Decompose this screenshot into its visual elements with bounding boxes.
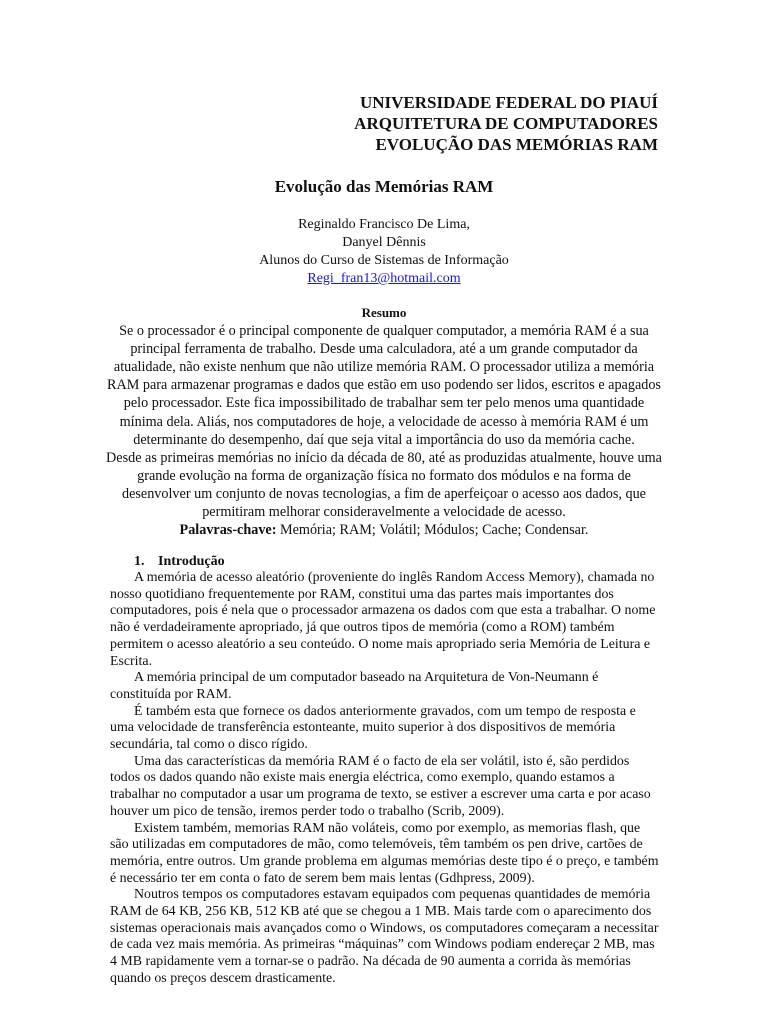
section-number: 1. — [134, 554, 145, 569]
author-block — [0, 216, 768, 288]
section-title: Introdução — [158, 554, 225, 569]
topic-name: EVOLUÇÃO DAS MEMÓRIAS RAM — [375, 135, 658, 154]
abstract-heading: Resumo — [361, 305, 407, 320]
body-paragraph: É também esta que fornece os dados anteriormente gravados, com um tempo de resposta e uma velocidade de transferência estonteante, muito superior à dos dispositivos de memória secundária, tal como o disco rígido. — [110, 703, 636, 753]
course-name: ARQUITETURA DE COMPUTADORES — [354, 114, 658, 133]
section-body — [110, 570, 662, 988]
paper-title: Evolução das Memórias RAM — [274, 177, 494, 196]
keywords-line — [106, 521, 662, 539]
keywords-list: Memória; RAM; Volátil; Módulos; Cache; Condensar. — [276, 522, 589, 539]
email-link[interactable]: Regi_fran13@hotmail.com — [307, 271, 461, 286]
body-paragraph: A memória principal de um computador baseado na Arquitetura de Von-Neumann é constituída por RAM. — [110, 670, 599, 702]
body-paragraph: Existem também, memorias RAM não voláteis, como por exemplo, as memorias flash, que são utilizadas em computadores de mão, como telemóveis, têm também os pen drive, cartões de memória, entre outros. Um grande problema em algumas memórias deste tipo é o preço, e também é necessário ter em conta o fato de serem bem mais lentas (Gdhpress, 2009). — [110, 820, 659, 886]
author-1: Reginaldo Francisco De Lima, — [298, 217, 470, 232]
abstract-paragraph-2: Desde as primeiras memórias no início da década de 80, até as produzidas atualmente, houve uma grande evolução na forma de organização física no formato dos módulos e na forma de desenvolver um conjunto de novas tecnologias, a fim de aperfeiçoar o acesso aos dados, que permitiram melhorar consideravelmente a velocidade de acesso. — [106, 449, 662, 521]
abstract-paragraph-1: Se o processador é o principal componente de qualquer computador, a memória RAM é a sua principal ferramenta de trabalho. Desde uma calculadora, até a um grande computador da atualidade, não existe nenhum que não utilize memória RAM. O processador utiliza a memória RAM para armazenar programas e dados que estão em uso podendo ser lidos, escritos e apagados pelo processador. Este fica impossibilitado de trabalhar sem ter pelo menos uma quantidade mínima dela. Aliás, nos computadores de hoje, a velocidade de acesso à memória RAM é um determinante do desempenho, daí que seja vital a importância do uso da memória cache. — [107, 323, 661, 448]
affiliation: Alunos do Curso de Sistemas de Informação — [259, 253, 509, 268]
document-header — [354, 92, 658, 155]
body-paragraph: Noutros tempos os computadores estavam equipados com pequenas quantidades de memória RAM de 64 KB, 256 KB, 512 KB até que se chegou a 1 MB. Mais tarde com o aparecimento dos sistemas operacionais mais avançados como o Windows, os computadores começaram a necessitar de cada vez mais memória. As primeiras “máquinas” com Windows podiam endereçar 2 MB, mas 4 MB rapidamente vem a tornar-se o padrão. Na década de 90 aumenta a corrida às memórias quando os preços descem drasticamente. — [110, 887, 659, 986]
body-paragraph: A memória de acesso aleatório (proveniente do inglês Random Access Memory), chamada no nosso quotidiano frequentemente por RAM, constitui uma das partes mais importantes dos computadores, pois é nela que o processador armazena os dados com que esta a trabalhar. O nome não é verdadeiramente apropriado, já que outros tipos de memória (como a ROM) também permitem o acesso aleatório a seu conteúdo. O nome mais apropriado seria Memória de Leitura e Escrita. — [110, 570, 656, 669]
body-paragraph: Uma das características da memória RAM é o facto de ela ser volátil, isto é, são perdidos todos os dados quando não existe mais energia eléctrica, como exemplo, quando estamos a trabalhar no computador a usar um programa de texto, se estiver a escrever uma carta e por acaso houver um pico de tensão, iremos perder todo o trabalho (Scrib, 2009). — [110, 753, 651, 819]
keywords-label: Palavras-chave: — [179, 522, 277, 539]
abstract-section — [106, 304, 662, 539]
section-heading — [134, 553, 225, 570]
university-name: UNIVERSIDADE FEDERAL DO PIAUÍ — [359, 93, 658, 112]
author-2: Danyel Dênnis — [342, 235, 426, 250]
